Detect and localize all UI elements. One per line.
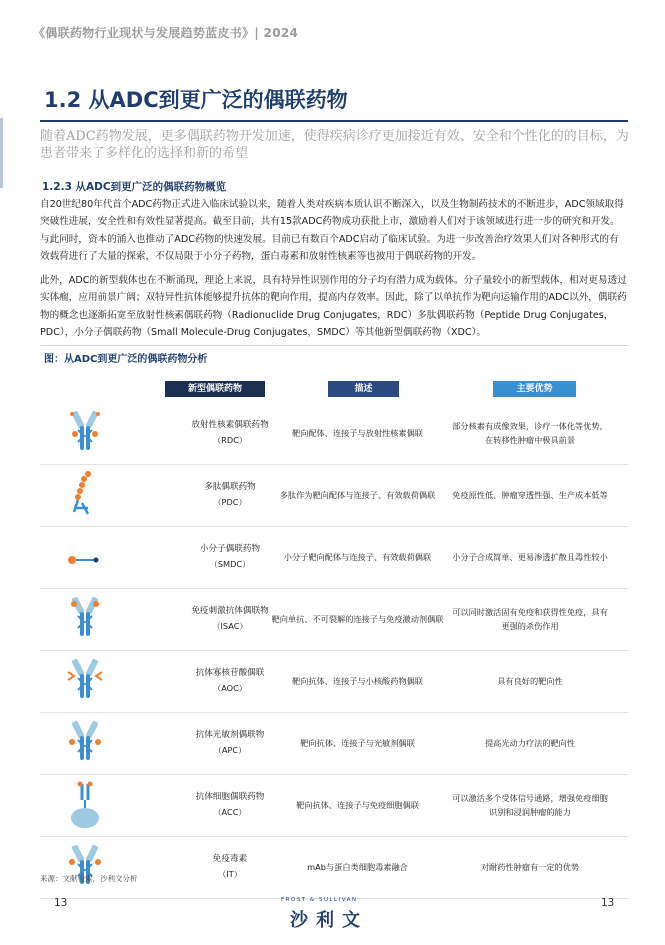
pdc-icon: [60, 470, 110, 520]
cell-advantage: 部分核素有成像效果，诊疗一体化等优势，在转移性肿瘤中极具前景: [452, 421, 608, 445]
conjugate-name: 小分子偶联药物: [199, 544, 261, 554]
table-row: [40, 526, 628, 588]
conjugate-abbr: （IT）: [218, 869, 242, 879]
table-row: [40, 464, 628, 526]
it-icon: [60, 842, 110, 892]
acc-icon: [60, 780, 110, 830]
table-row: [40, 836, 628, 898]
cell-description: 小分子靶向配体与连接子、有效载荷偶联: [283, 552, 432, 562]
table-row: [40, 712, 628, 774]
figure-source: 来源：文献检索，沙利文分析: [40, 874, 138, 883]
report-header-title: 《偶联药物行业现状与发展趋势蓝皮书》| 2024: [33, 26, 299, 40]
conjugate-abbr: （APC）: [213, 745, 247, 755]
conjugate-abbr: （AOC）: [213, 683, 247, 693]
cell-description: mAb与蛋白类细胞毒素融合: [307, 862, 408, 872]
section-subtitle: 随着ADC药物发展，更多偶联药物开发加速，使得疾病诊疗更加接近有效、安全和个性化的的目标，为患者带来了多样化的选择和新的希望: [40, 129, 629, 161]
cell-advantage: 对耐药性肿瘤有一定的优势: [480, 862, 580, 872]
logo-chinese: 沙利文: [290, 910, 368, 931]
cell-advantage: 具有良好的靶向性: [497, 676, 563, 686]
cell-description: 靶向单抗、不可裂解的连接子与免疫激动剂偶联: [271, 614, 444, 624]
conjugate-name: 放射性核素偶联药物: [191, 420, 269, 430]
conjugate-name: 免疫毒素: [212, 854, 248, 864]
cell-advantage: 免疫原性低、肿瘤穿透性强、生产成本低等: [452, 490, 608, 500]
figure-divider: [40, 345, 628, 346]
body-paragraph-2: 此外，ADC的新型载体也在不断涌现，理论上来说，具有特异性识别作用的分子均有潜力成为载体。分子量较小的新型载体，相对更易透过实体瘤，应用前景广阔；双特异性抗体能够提升抗体的靶向作用，提高内存效率。因此，除了以单抗作为靶向运输作用的ADC以外，偶联药物的概念也逐渐拓宽至放射性核素偶联药物（Radionuclide Drug Conjugates，RDC）多肽偶联药物（Peptide Drug Conjugates，PDC），小分子偶联药物（Small Molecule-Drug Conjugates，SMDC）等其他新型偶联药物（XDC）。: [40, 275, 627, 339]
page-number-left: 13: [54, 897, 68, 909]
table-row: [40, 402, 628, 464]
conjugate-name: 多肽偶联药物: [204, 482, 256, 492]
smdc-icon: [60, 532, 110, 582]
table-row: [40, 774, 628, 836]
conjugate-name: 抗体细胞偶联药物: [195, 792, 265, 802]
cell-description: 靶向抗体、连接子与免疫细胞偶联: [296, 800, 419, 810]
section-divider: [40, 120, 628, 122]
logo-english: FROST & SULLIVAN: [281, 897, 358, 903]
cell-advantage: 可以同时激活固有免疫和获得性免疫，具有更强的杀伤作用: [452, 607, 608, 631]
section-title: 1.2 从ADC到更广泛的偶联药物: [44, 88, 348, 112]
cell-description: 多肽作为靶向配体与连接子、有效载荷偶联: [279, 490, 436, 500]
conjugate-abbr: （PDC）: [213, 497, 247, 507]
column-header-type: 新型偶联药物: [165, 381, 265, 397]
conjugate-name: 抗体寡核苷酸偶联: [195, 668, 265, 678]
table-row: [40, 650, 628, 712]
subsection-heading: 1.2.3 从ADC到更广泛的偶联药物概览: [42, 181, 227, 193]
page-number-right: 13: [601, 897, 615, 909]
conjugate-abbr: （ACC）: [213, 807, 247, 817]
rdc-icon: [60, 408, 110, 458]
conjugate-abbr: （ISAC）: [212, 621, 248, 631]
conjugate-name: 抗体光敏剂偶联物: [195, 730, 265, 740]
column-header-advantage: 主要优势: [493, 381, 576, 397]
cell-advantage: 小分子合成简单、更易渗透扩散且毒性较小: [452, 552, 608, 562]
conjugate-abbr: （RDC）: [212, 435, 248, 445]
cell-description: 靶向配体、连接子与放射性核素偶联: [291, 428, 423, 438]
cell-description: 靶向抗体、连接子与光敏剂偶联: [300, 738, 415, 748]
cell-advantage: 提高光动力疗法的靶向性: [484, 738, 576, 748]
table-row: [40, 588, 628, 650]
isac-icon: [60, 594, 110, 644]
conjugate-name: 免疫刺激抗体偶联物: [191, 606, 269, 616]
cell-advantage: 可以激活多个受体信号通路，增强免疫细胞识别和浸润肿瘤的能力: [452, 793, 608, 817]
aoc-icon: [60, 656, 110, 706]
apc-icon: [60, 718, 110, 768]
conjugate-abbr: （SMDC）: [209, 559, 251, 569]
body-paragraph-1: 自20世纪80年代首个ADC药物正式进入临床试验以来，随着人类对疾病本质认识不断深入，以及生物制药技术的不断进步，ADC领域取得突破性进展，安全性和有效性显著提高。截至目前，共有15款ADC药物成功获批上市，激励着人们对于该领域进行进一步的研究和开发。与此同时，资本的涌入也推动了ADC药物的快速发展。目前已有数百个ADC启动了临床试验。为进一步改善治疗效果人们对各种形式的有效载荷进行了大量的探索，不仅局限于小分子药物，蛋白毒素和放射性核素等也被用于偶联药物的开发。: [40, 199, 624, 263]
left-accent-bar: [0, 118, 3, 188]
column-header-description: 描述: [328, 381, 399, 397]
figure-title: 图：从ADC到更广泛的偶联药物分析: [44, 354, 208, 365]
cell-description: 靶向抗体、连接子与小核酸药物偶联: [291, 676, 423, 686]
